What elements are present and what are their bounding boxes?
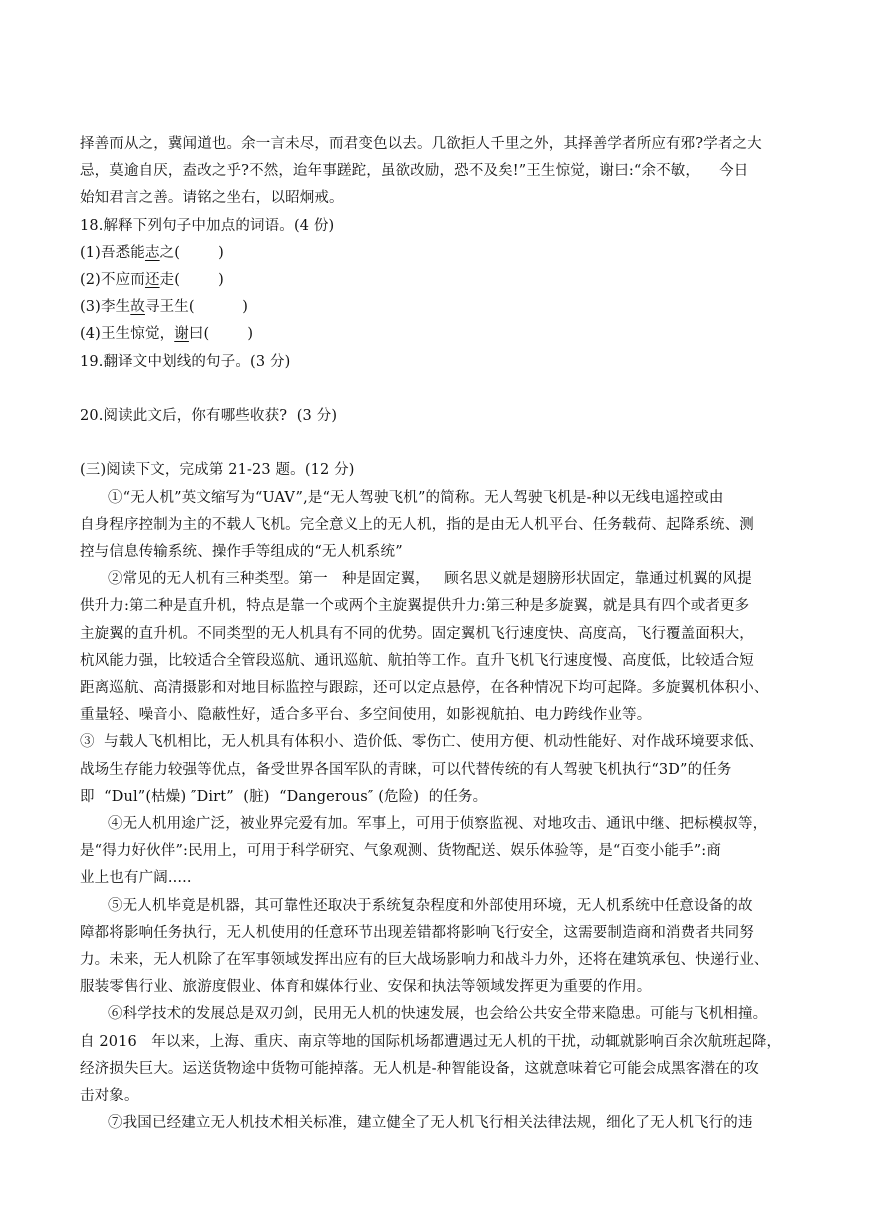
dotted-word: 还 <box>144 272 160 289</box>
item-text: (4)王生惊觉， <box>80 326 175 343</box>
question-18-item-1 <box>80 240 792 267</box>
text-line: 控与信息传输系统、操作手等组成的“无人机系统” <box>80 544 403 561</box>
text-line: ②常见的无人机有三种类型。第一 种是固定翼， 顾名思义就是翅膀形状固定，靠通过机翼的风提 <box>108 571 752 588</box>
passage-ending <box>80 131 792 213</box>
text-line: 障都将影响任务执行，无人机使用的任意环节出现差错都将影响飞行安全，这需要制造商和消费者共同努 <box>80 924 754 941</box>
dotted-word: 志 <box>144 244 160 261</box>
answer-blank: 之( ) <box>159 244 224 261</box>
text-line: 业上也有广阔..... <box>80 870 192 887</box>
text-line: ⑦我国已经建立无人机技术相关标准，建立健全了无人机飞行相关法律法规，细化了无人机飞行的违 <box>108 1115 753 1132</box>
text-line: 始知君言之善。请铭之坐右，以昭炯戒。 <box>80 190 344 207</box>
text-line: 即 “Dul”(枯燥) ″Dirt” (脏) “Dangerous″ (危险) 的任务。 <box>80 788 488 805</box>
text-line: 服装零售行业、旅游度假业、体育和媒体行业、安保和执法等领域发挥更为重要的作用。 <box>80 979 652 996</box>
text-line: 供升力:第二种是直升机，特点是靠一个或两个主旋翼提供升力:第三种是多旋翼，就是具有四个或者更多 <box>80 598 750 615</box>
answer-blank: 走( ) <box>159 272 224 289</box>
text-line: 自身程序控制为主的不载人飞机。完全意义上的无人机，指的是由无人机平台、任务载荷、起降系统、测 <box>80 516 754 533</box>
item-text: (2)不应而 <box>80 272 145 289</box>
text-line: 择善而从之，冀闻道也。余一言未尽，而君变色以去。几欲拒人千里之外，其择善学者所应有邪?学者之大 <box>80 136 762 152</box>
question-18-item-2 <box>80 267 792 294</box>
text-line: 力。未来，无人机除了在军事领域发挥出应有的巨大战场影响力和战斗力外，还将在建筑承包、快递行业、 <box>80 952 769 969</box>
text-line: 击对象。 <box>80 1088 139 1105</box>
question-19: 19.翻译文中划线的句子。(3 分) <box>80 353 291 370</box>
text-line: ⑥科学技术的发展总是双刃剑，民用无人机的快速发展，也会给公共安全带来隐患。可能与飞机相撞。 <box>108 1006 768 1023</box>
answer-space <box>80 376 792 403</box>
question-20: 20.阅读此文后，你有哪些收获? (3 分) <box>80 408 338 425</box>
dotted-word: 故 <box>130 299 145 316</box>
item-text: (3)李生 <box>80 299 131 316</box>
text-line: ⑤无人机毕竟是机器，其可靠性还取决于系统复杂程度和外部使用环境，无人机系统中任意设备的故 <box>108 897 753 914</box>
text-line: 杭风能力强，比较适合全管段巡航、通讯巡航、航拍等工作。直升飞机飞行速度慢、高度低，比较适合短 <box>80 652 754 669</box>
text-line: ④无人机用途广泛，被业界完爱有加。军事上，可用于侦察监视、对地攻击、通讯中继、把标模叔等， <box>108 816 768 833</box>
question-18-item-4 <box>80 321 792 348</box>
question-18 <box>80 213 792 349</box>
question-18-item-3 <box>80 294 792 321</box>
text-line: 经济损失巨大。运送货物途中货物可能掉落。无人机是-种智能设备，这就意味着它可能会成黑客潜在的攻 <box>80 1060 759 1077</box>
text-line: 自 2016 年以来，上海、重庆、南京等地的国际机场都遭遇过无人机的干扰，动辄就影响百余次航班起降， <box>80 1033 782 1050</box>
text-line: ③ 与载人飞机相比，无人机具有体积小、造价低、零伤亡、使用方便、机动性能好、对作战环境要求低、 <box>80 734 764 751</box>
text-line: 距离巡航、高清摄影和对地目标监控与跟踪，还可以定点悬停，在各种情况下均可起降。多旋翼机体积小、 <box>80 680 769 697</box>
text-line: 战场生存能力较强等优点，备受世界各国军队的青睐，可以代替传统的有人驾驶飞机执行“3D”的任务 <box>80 761 732 778</box>
answer-blank: 曰( ) <box>188 326 254 343</box>
paragraph-5 <box>80 893 792 1002</box>
document-page <box>80 131 792 1137</box>
paragraph-4 <box>80 811 792 893</box>
text-line: 是“得力好伙伴”:民用上，可用于科学研究、气象观测、货物配送、娱乐体验等，是“百变小能手”:商 <box>80 843 721 860</box>
answer-space <box>80 430 792 457</box>
paragraph-6 <box>80 1001 792 1110</box>
item-text: (1)吾悉能 <box>80 244 145 261</box>
dotted-word: 谢 <box>174 326 189 343</box>
question-18-title: 18.解释下列句子中加点的词语。(4 份) <box>80 217 335 234</box>
answer-blank: 寻王生( ) <box>144 299 249 316</box>
text-line: ①“无人机”英文缩写为“UAV”,是“无人驾驶飞机”的简称。无人驾驶飞机是-种以无线电遥控或由 <box>108 489 724 506</box>
text-line: 忌，莫逾自厌，盍改之乎?不然，迨年事蹉跎，虽欲改励，恐不及矣!”王生惊觉，谢曰:“余不敏， 今日 <box>80 163 749 180</box>
section-3-title: (三)阅读下文，完成第 21-23 题。(12 分) <box>80 462 355 479</box>
paragraph-3 <box>80 729 792 811</box>
paragraph-2 <box>80 566 792 729</box>
paragraph-1 <box>80 485 792 567</box>
paragraph-7 <box>80 1110 792 1137</box>
text-line: 重量轻、噪音小、隐蔽性好，适合多平台、多空间使用，如影视航拍、电力跨线作业等。 <box>80 707 652 724</box>
text-line: 主旋翼的直升机。不同类型的无人机具有不同的优势。固定翼机飞行速度快、高度高，飞行覆盖面积大， <box>80 625 754 642</box>
